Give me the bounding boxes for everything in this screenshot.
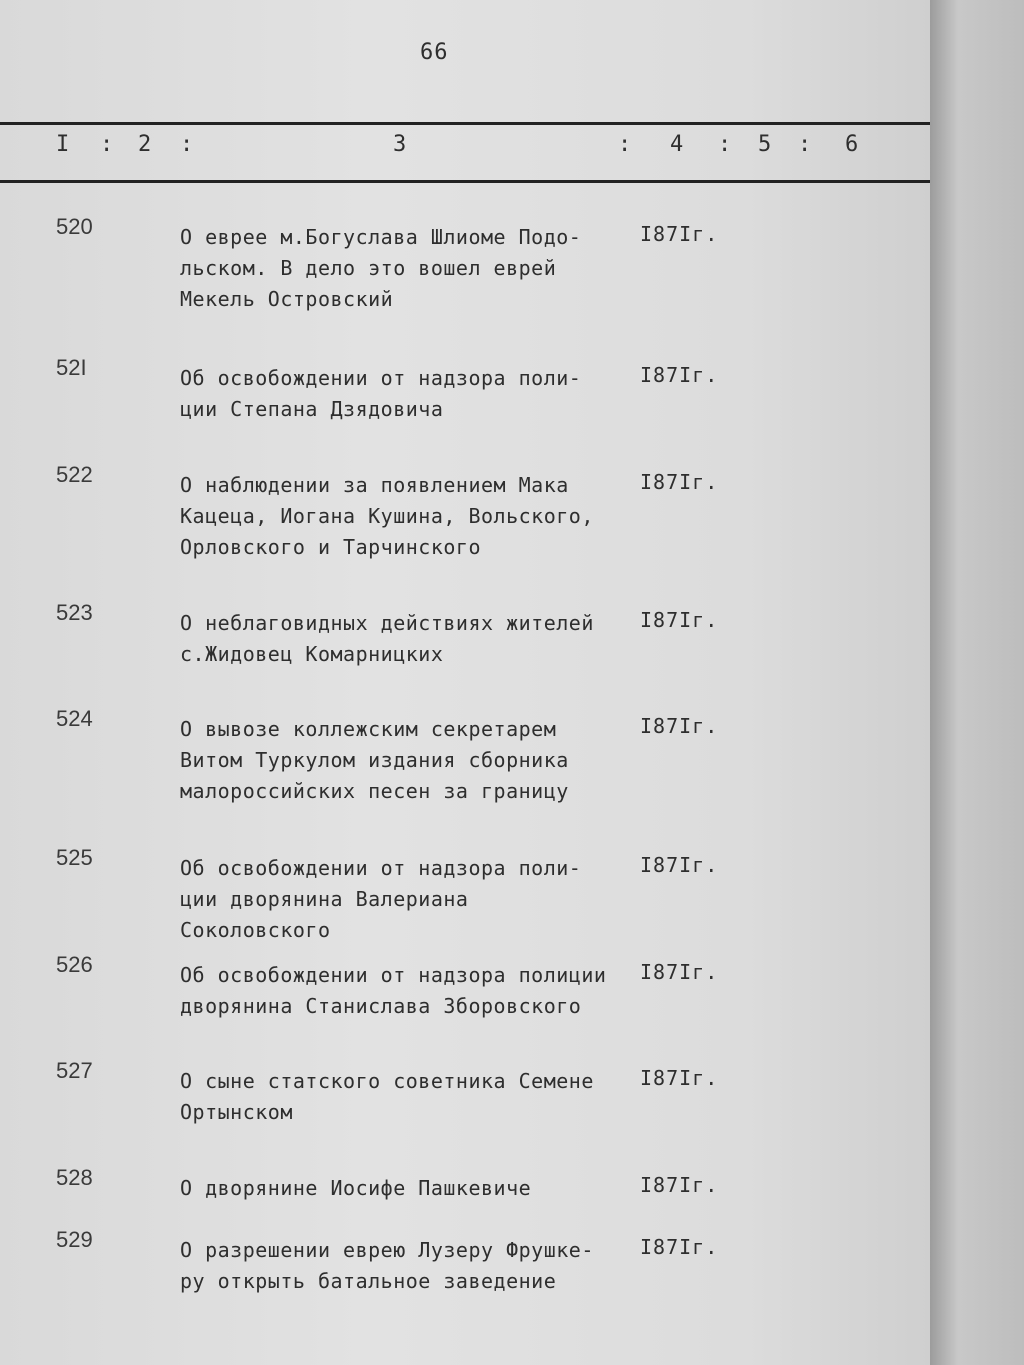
entry-title: Об освобождении от надзора поли- ции дворянина Валериана Соколовского	[180, 856, 582, 942]
entry-number: 527	[56, 1058, 93, 1083]
entry-title: Об освобождении от надзора полиции дворянина Станислава Зборовского	[180, 963, 607, 1018]
page-number: 66	[420, 40, 449, 65]
column-3-header: 3	[393, 132, 407, 157]
entry-number: 529	[56, 1227, 93, 1252]
entry-year: I87Iг.	[640, 1066, 719, 1090]
entry-title: Об освобождении от надзора поли- ции Степана Дзядовича	[180, 366, 582, 421]
column-separator: :	[100, 132, 114, 157]
column-1-header: I	[56, 132, 70, 157]
column-separator: :	[718, 132, 732, 157]
entry-title: О вывозе коллежским секретарем Витом Туркулом издания сборника малороссийских песен за границу	[180, 717, 569, 803]
entry-number: 52I	[56, 355, 87, 380]
column-6-header: 6	[845, 132, 859, 157]
page-edge-shadow	[930, 0, 1024, 1365]
entry-number: 520	[56, 214, 93, 239]
column-2-header: 2	[138, 132, 152, 157]
entry-title: О дворянине Иосифе Пашкевиче	[180, 1176, 532, 1200]
entry-number: 526	[56, 952, 93, 977]
header-bottom-rule	[0, 180, 930, 183]
entry-year: I87Iг.	[640, 714, 719, 738]
entry-title: О сыне статского советника Семене Ортынском	[180, 1069, 594, 1124]
column-4-header: 4	[670, 132, 684, 157]
entry-year: I87Iг.	[640, 1235, 719, 1259]
entry-number: 522	[56, 462, 93, 487]
entry-title: О неблаговидных действиях жителей с.Жидовец Комарницких	[180, 611, 594, 666]
entry-year: I87Iг.	[640, 853, 719, 877]
entry-number: 524	[56, 706, 93, 731]
entry-year: I87Iг.	[640, 363, 719, 387]
entry-title: О разрешении еврею Лузеру Фрушке- ру открыть батальное заведение	[180, 1238, 594, 1293]
entry-year: I87Iг.	[640, 470, 719, 494]
entry-title: О наблюдении за появлением Мака Кацеца, Иогана Кушина, Вольского, Орловского и Тарчинского	[180, 473, 594, 559]
entry-title: О еврее м.Богуслава Шлиоме Подо- льском. В дело это вошел еврей Мекель Островский	[180, 225, 582, 311]
column-separator: :	[618, 132, 632, 157]
entry-year: I87Iг.	[640, 1173, 719, 1197]
entry-number: 523	[56, 600, 93, 625]
entry-year: I87Iг.	[640, 608, 719, 632]
entry-number: 528	[56, 1165, 93, 1190]
header-top-rule	[0, 122, 930, 125]
entry-year: I87Iг.	[640, 960, 719, 984]
entry-year: I87Iг.	[640, 222, 719, 246]
entry-number: 525	[56, 845, 93, 870]
column-5-header: 5	[758, 132, 772, 157]
column-separator: :	[798, 132, 812, 157]
column-separator: :	[180, 132, 194, 157]
